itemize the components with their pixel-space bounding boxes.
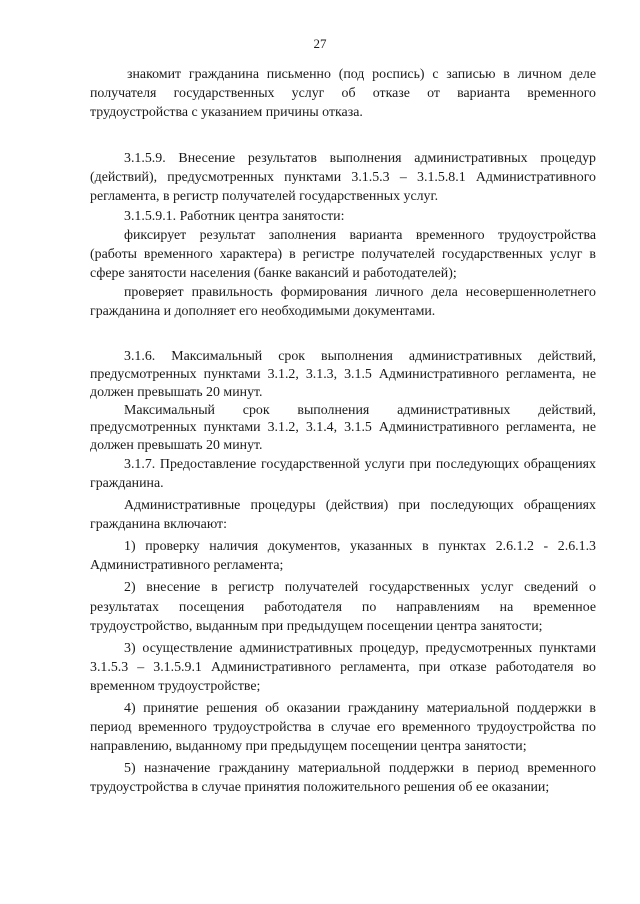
paragraph: 3.1.5.9. Внесение результатов выполнения административных процедур (действий), предусмотренных пунктами 3.1.5.3 – 3.1.5.8.1 Административного регламента, в регистр получателей государственных услуг.: [90, 151, 596, 205]
paragraph: 3) осуществление административных процедур, предусмотренных пунктами 3.1.5.3 – 3.1.5.9.1 Административного регламента, при отказе работодателя во временном трудоустройстве;: [90, 640, 596, 694]
paragraph: знакомит гражданина письменно (под роспись) с записью в личном деле получателя государственных услуг об отказе от варианта временного трудоустройства с указанием причины отказа.: [90, 67, 596, 121]
paragraph: Максимальный срок выполнения административных действий, предусмотренных пунктами 3.1.2, 3.1.4, 3.1.5 Административного регламента, не должен превышать 20 минут.: [90, 402, 596, 454]
paragraph: 3.1.7. Предоставление государственной услуги при последующих обращениях гражданина.: [90, 456, 596, 491]
paragraph: 2) внесение в регистр получателей государственных услуг сведений о результатах посещения работодателя по направлениям на временное трудоустройство, выданным при предыдущем посещении центра занятости;: [90, 580, 596, 634]
spacer: [90, 122, 596, 149]
paragraph: 1) проверку наличия документов, указанных в пунктах 2.6.1.2 - 2.6.1.3 Административного регламента;: [90, 539, 596, 574]
paragraph: 4) принятие решения об оказании гражданину материальной поддержки в период временного трудоустройства в случае его временного трудоустройства по направлению, выданному при предыдущем посещении центра занятости;: [90, 701, 596, 755]
spacer: [90, 321, 596, 348]
paragraph: 3.1.5.9.1. Работник центра занятости:: [124, 208, 345, 224]
paragraph: проверяет правильность формирования личного дела несовершеннолетнего гражданина и дополняет его необходимыми документами.: [90, 284, 596, 320]
paragraph: Административные процедуры (действия) при последующих обращениях гражданина включают:: [90, 498, 596, 533]
paragraph: 3.1.6. Максимальный срок выполнения административных действий, предусмотренных пунктами 3.1.2, 3.1.3, 3.1.5 Административного регламента, не должен превышать 20 минут.: [90, 349, 596, 400]
paragraph: фиксирует результат заполнения варианта временного трудоустройства (работы временного характера) в регистре получателей государственных услуг в сфере занятости населения (банке вакансий и работодателей);: [90, 227, 596, 281]
paragraph: 5) назначение гражданину материальной поддержки в период временного трудоустройства в случае принятия положительного решения об ее оказании;: [90, 761, 596, 796]
page-number: 27: [313, 36, 327, 51]
document-body: [90, 65, 596, 798]
